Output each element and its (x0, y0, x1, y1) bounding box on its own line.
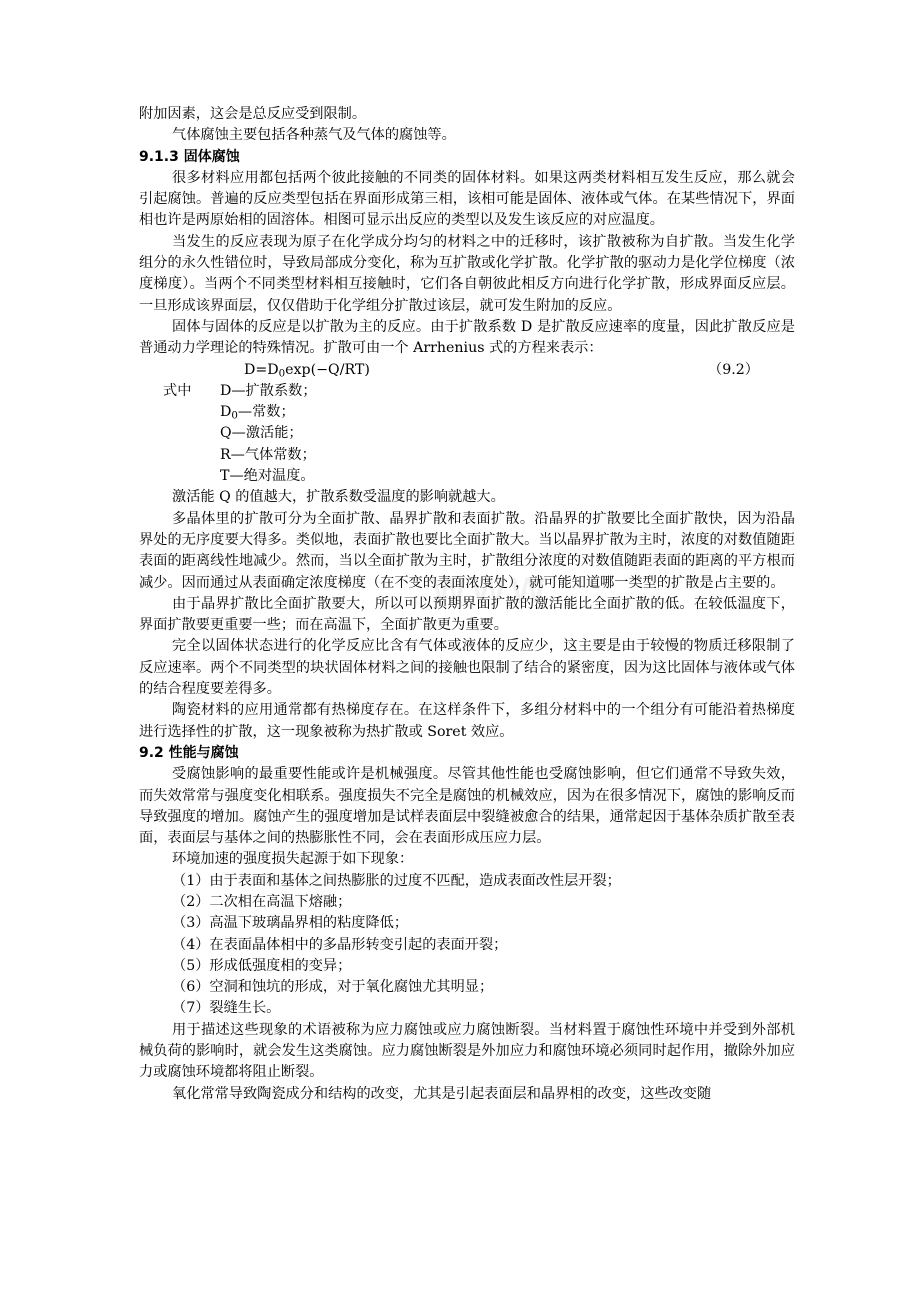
variable-t: T—绝对温度。 (220, 468, 315, 485)
document-page (139, 104, 795, 1105)
paragraph: 固体与固体的反应是以扩散为主的反应。由于扩散系数 D 是扩散反应速率的度量，因此扩散反应是普通动力学理论的特殊情况。扩散可由一个 Arrhenius 式的方程来表示： (139, 318, 795, 357)
variable-row (139, 466, 795, 487)
paragraph: 由于晶界扩散比全面扩散要大，所以可以预期界面扩散的激活能比全面扩散的低。在较低温度下，界面扩散要更重要一些；而在高温下，全面扩散更为重要。 (139, 595, 795, 634)
variable-d: D—扩散系数； (220, 382, 317, 399)
variable-d0: $D_0—$常数； (220, 404, 295, 422)
equation-row (139, 360, 795, 381)
variable-row (139, 381, 795, 402)
list-item: （3）高温下玻璃晶界相的粘度降低； (172, 915, 409, 932)
list-item: （6）空洞和蚀坑的形成，对于氧化腐蚀尤其明显； (172, 979, 494, 996)
paragraph: 完全以固体状态进行的化学反应比含有气体或液体的反应少，这主要是由于较慢的物质迁移限制了反应速率。两个不同类型的块状固体材料之间的接触也限制了结合的紧密度，因为这比固体与液体或气体的结合程度要差得多。 (139, 638, 795, 698)
paragraph: 氧化常常导致陶瓷成分和结构的改变，尤其是引起表面层和晶界相的改变，这些改变随 (172, 1085, 712, 1102)
list-item: （1）由于表面和基体之间热膨胀的过度不匹配，造成表面改性层开裂； (172, 872, 621, 889)
list-item: （7）裂缝生长。 (172, 1000, 281, 1017)
paragraph: 受腐蚀影响的最重要性能或许是机械强度。尽管其他性能也受腐蚀影响，但它们通常不导致失效，而失效常常与强度变化相联系。强度损失不完全是腐蚀的机械效应，因为在很多情况下，腐蚀的影响反而导致强度的增加。腐蚀产生的强度增加是试样表面层中裂缝被愈合的结果，通常起因于基体杂质扩散至表面，表面层与基体之间的热膨胀性不同，会在表面形成压应力层。 (139, 766, 795, 847)
where-label: 式中 (163, 382, 192, 399)
section-heading: 9.1.3 固体腐蚀 (139, 148, 240, 165)
variable-q: Q—激活能； (220, 425, 303, 442)
paragraph: 用于描述这些现象的术语被称为应力腐蚀或应力腐蚀断裂。当材料置于腐蚀性环境中并受到外部机械负荷的影响时，就会发生这类腐蚀。应力腐蚀断裂是外加应力和腐蚀环境必须同时起作用，撤除外加应力或腐蚀环境都将阻止断裂。 (139, 1021, 795, 1081)
variable-row (139, 445, 795, 466)
paragraph: 激活能 Q 的值越大，扩散系数受温度的影响就越大。 (172, 489, 505, 506)
list-item: （2）二次相在高温下熔融； (172, 893, 352, 910)
variable-row (139, 402, 795, 423)
paragraph: 附加因素，这会是总反应受到限制。 (139, 106, 367, 122)
paragraph: 环境加速的强度损失起源于如下现象： (172, 851, 414, 868)
variable-r: R—气体常数； (220, 446, 316, 463)
equation: $D=D_0\exp(-Q/RT)$ (244, 361, 370, 380)
variable-row (139, 423, 795, 444)
paragraph: 陶瓷材料的应用通常都有热梯度存在。在这样条件下，多组分材料中的一个组分有可能沿着热梯度进行选择性的扩散，这一现象被称为热扩散或 Soret 效应。 (139, 702, 795, 740)
section-heading: 9.2 性能与腐蚀 (139, 744, 239, 761)
paragraph: 多晶体里的扩散可分为全面扩散、晶界扩散和表面扩散。沿晶界的扩散要比全面扩散快，因为沿晶界处的无序度要大得多。类似地，表面扩散也要比全面扩散大。当以晶界扩散为主时，浓度的对数值随距表面的距离线性地减少。然而，当以全面扩散为主时，扩散组分浓度的对数值随距表面的距离的平方根而减少。因而通过从表面确定浓度梯度（在不变的表面浓度处），就可能知道哪一类型的扩散是占主要的。 (139, 510, 795, 591)
paragraph: 气体腐蚀主要包括各种蒸气及气体的腐蚀等。 (172, 127, 456, 144)
equation-number: （9.2） (708, 361, 759, 378)
list-item: （4）在表面晶体相中的多晶形转变引起的表面开裂； (172, 936, 508, 953)
list-item: （5）形成低强度相的变异； (172, 957, 352, 974)
paragraph: 很多材料应用都包括两个彼此接触的不同类的固体材料。如果这两类材料相互发生反应，那么就会引起腐蚀。普遍的反应类型包括在界面形成第三相，该相可能是固体、液体或气体。在某些情况下，界面相也许是两原始相的固溶体。相图可显示出反应的类型以及发生该反应的对应温度。 (139, 169, 795, 229)
watermark: www. (430, 560, 562, 614)
paragraph: 当发生的反应表现为原子在化学成分均匀的材料之中的迁移时，该扩散被称为自扩散。当发生化学组分的永久性错位时，导致局部成分变化，称为互扩散或化学扩散。化学扩散的驱动力是化学位梯度（浓度梯度）。当两个不同类型材料相互接触时，它们各自朝彼此相反方向进行化学扩散，形成界面反应层。一旦形成该界面层，仅仅借助于化学组分扩散过该层，就可发生附加的反应。 (139, 233, 795, 314)
